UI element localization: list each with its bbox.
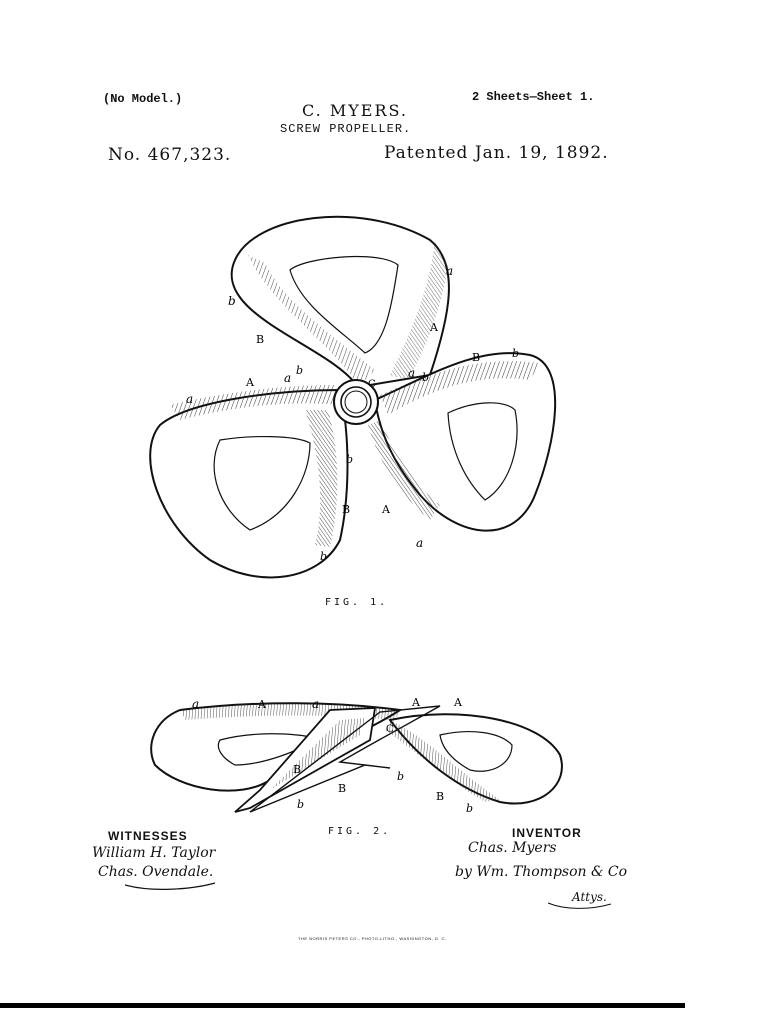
fig2-label: b	[397, 770, 405, 783]
witness-signature-2: Chas. Ovendale.	[98, 864, 214, 880]
fig2-label: B	[293, 763, 302, 776]
flourish-icon	[545, 900, 615, 912]
fig2-caption: FIG. 2.	[328, 826, 392, 837]
inventor-name: C. MYERS.	[302, 101, 408, 120]
fig1-label: a	[284, 371, 292, 385]
fig1-label: B	[342, 503, 351, 516]
fig2-label: A	[258, 698, 266, 711]
attys-label: Attys.	[572, 890, 607, 904]
fig1-label: B	[256, 333, 265, 346]
bottom-border	[0, 1003, 685, 1008]
fig2-label: B	[338, 782, 347, 795]
fig2-label: a	[192, 697, 200, 711]
fig2-label: B	[436, 790, 445, 803]
witnesses-heading: WITNESSES	[108, 829, 188, 843]
fig1-label: a	[416, 536, 424, 550]
fig2-label: b	[297, 798, 305, 811]
invention-title: SCREW PROPELLER.	[280, 122, 412, 136]
fig2-label: A	[454, 696, 462, 709]
fig1-label: A	[246, 376, 254, 389]
witness-signature-1: William H. Taylor	[92, 845, 216, 861]
fig1-label: b	[228, 294, 236, 308]
fig1-label: b	[296, 364, 304, 377]
fig1-label: a	[408, 366, 416, 380]
fig1-label: a	[186, 392, 194, 406]
attorney-signature: by Wm. Thompson & Co	[455, 864, 628, 880]
printer-credit: THE NORRIS PETERS CO., PHOTO-LITHO., WASHINGTON, D. C.	[298, 936, 447, 941]
fig1-caption: FIG. 1.	[325, 597, 389, 608]
sheet-count: 2 Sheets—Sheet 1.	[472, 90, 595, 104]
fig2-propeller-side-drawing	[140, 690, 580, 820]
fig2-label: C	[386, 724, 394, 735]
fig1-label: a	[446, 264, 454, 278]
fig1-label: b	[346, 453, 354, 466]
fig2-label: b	[466, 802, 474, 815]
fig1-label: C	[368, 379, 376, 390]
fig1-label: b	[512, 347, 520, 360]
fig1-label: A	[382, 503, 390, 516]
model-note: (No Model.)	[103, 92, 183, 106]
flourish-icon	[120, 880, 220, 894]
patent-date: Patented Jan. 19, 1892.	[384, 143, 609, 163]
inventor-heading: INVENTOR	[512, 826, 582, 840]
fig2-label: a	[312, 697, 320, 711]
inventor-signature: Chas. Myers	[468, 840, 557, 856]
fig2-label: A	[412, 696, 420, 709]
fig1-propeller-drawing	[130, 195, 610, 595]
fig1-label: b	[422, 371, 430, 384]
patent-number: No. 467,323.	[108, 145, 232, 165]
fig1-label: A	[430, 321, 438, 334]
fig1-label: B	[472, 351, 481, 364]
fig1-label: b	[320, 550, 328, 563]
